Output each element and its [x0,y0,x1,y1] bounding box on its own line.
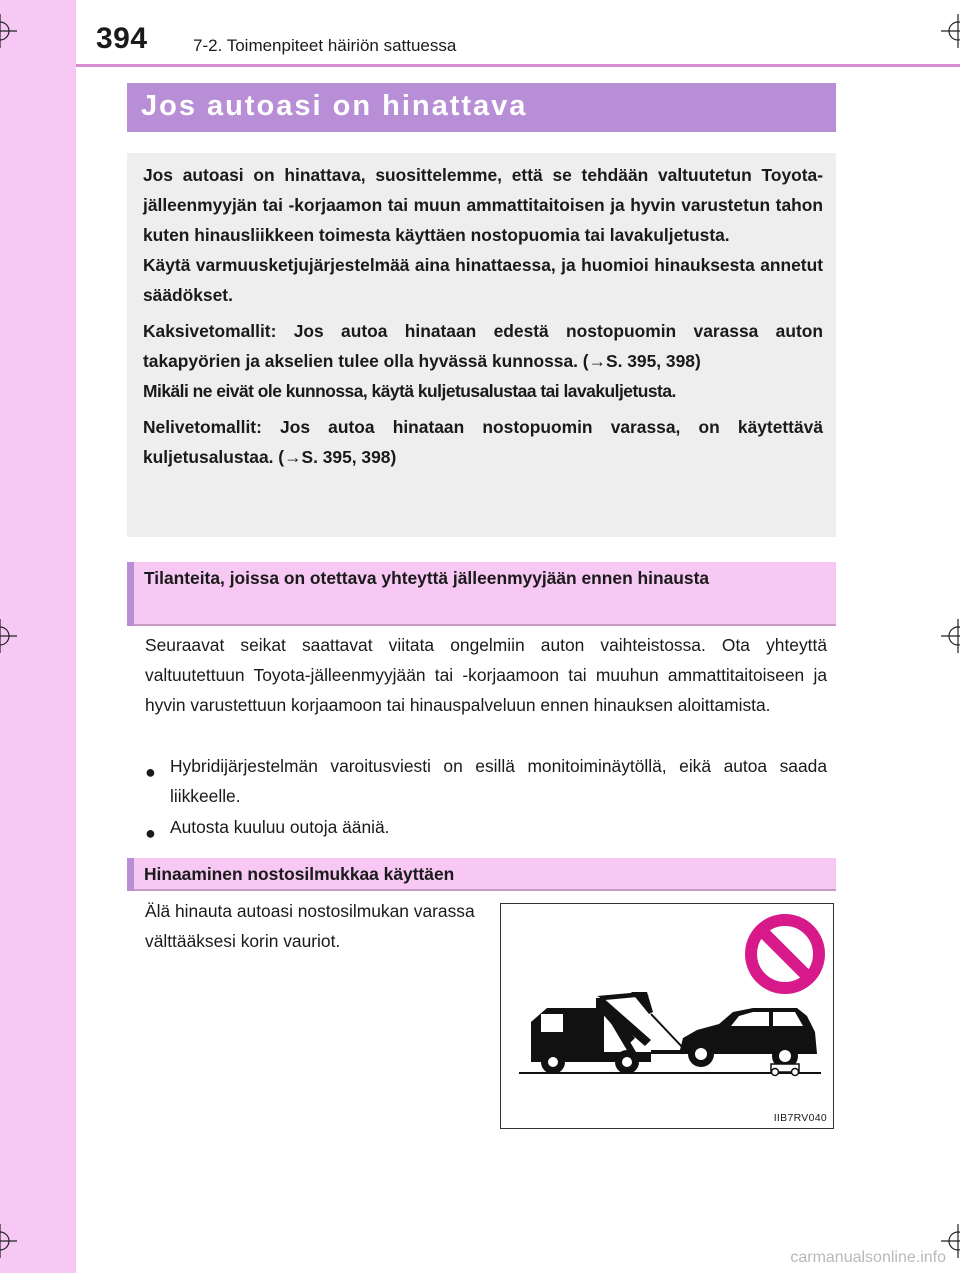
section-body: Seuraavat seikat saattavat viitata ongelmiin auton vaihteistossa. Ota yhteyttä valtuutettuun Toyota-jälleenmyyjään tai -korjaamoon tai muuhun ammattitaitoiseen ja hyvin varustettuun korjaamoon tai hinauspalveluun ennen hinauksen aloittamista. [145,635,827,715]
list-item [145,751,827,811]
towing-figure [500,903,834,1129]
header-rule [76,64,960,67]
registration-mark-icon [941,619,960,653]
intro-paragraph: Nelivetomallit: Jos autoa hinataan nostopuomin varassa, on käytettävä kuljetusalustaa. (→S. 395, 398) [143,417,823,467]
intro-box [127,153,836,537]
intro-paragraph: Jos autoasi on hinattava, suosittelemme, että se tehdään valtuutetun Toyota-jälleenmyyjän tai -korjaamon tai muun ammattitaitoisen ja hyvin varustetun tahon kuten hinausliikkeen toimesta käyttäen nostopuomia tai lavakuljetusta. [143,165,823,245]
list-item-text: Hybridijärjestelmän varoitusviesti on esillä monitoiminäytöllä, eikä autoa saada liikkeelle. [170,756,827,806]
car-icon [679,1008,817,1069]
intro-text [143,160,823,478]
registration-mark-icon [941,14,960,48]
bullet-icon: ● [145,823,156,843]
list-item [145,812,827,842]
towing-illustration [501,904,833,1128]
chapter-title: 7-2. Toimenpiteet häiriön sattuessa [193,36,457,55]
intro-paragraph: Käytä varmuusketjujärjestelmää aina hinattaessa, ja huomioi hinauksesta annetut säädökset. [143,255,823,305]
intro-paragraph: Kaksivetomallit: Jos autoa hinataan edestä nostopuomin varassa auton takapyörien ja akselien tulee olla hyvässä kunnossa. (→S. 395, 398) [143,321,823,371]
section-heading: Hinaaminen nostosilmukkaa käyttäen [144,864,455,884]
registration-mark-icon [0,14,17,48]
figure-code: IIB7RV040 [773,1112,827,1124]
list-item-text: Autosta kuuluu outoja ääniä. [170,817,390,837]
prohibition-icon [751,920,819,988]
title-bar [127,83,836,132]
registration-mark-icon [0,619,17,653]
page-number: 394 [96,22,148,55]
section-heading: Tilanteita, joissa on otettava yhteyttä jälleenmyyjään ennen hinausta [144,568,710,588]
bullet-icon: ● [145,762,156,782]
section-heading-box [127,562,836,626]
page-title: Jos autoasi on hinattava [141,90,528,122]
watermark-footer: carmanualsonline.info [790,1249,946,1266]
tow-truck-icon [531,992,681,1074]
intro-paragraph: Mikäli ne eivät ole kunnossa, käytä kuljetusalustaa tai lavakuljetusta. [143,381,676,401]
registration-mark-icon [0,1224,17,1258]
section-body: Älä hinauta autoasi nostosilmukan varassa välttääksesi korin vauriot. [145,901,475,951]
section-heading-box [127,858,836,891]
